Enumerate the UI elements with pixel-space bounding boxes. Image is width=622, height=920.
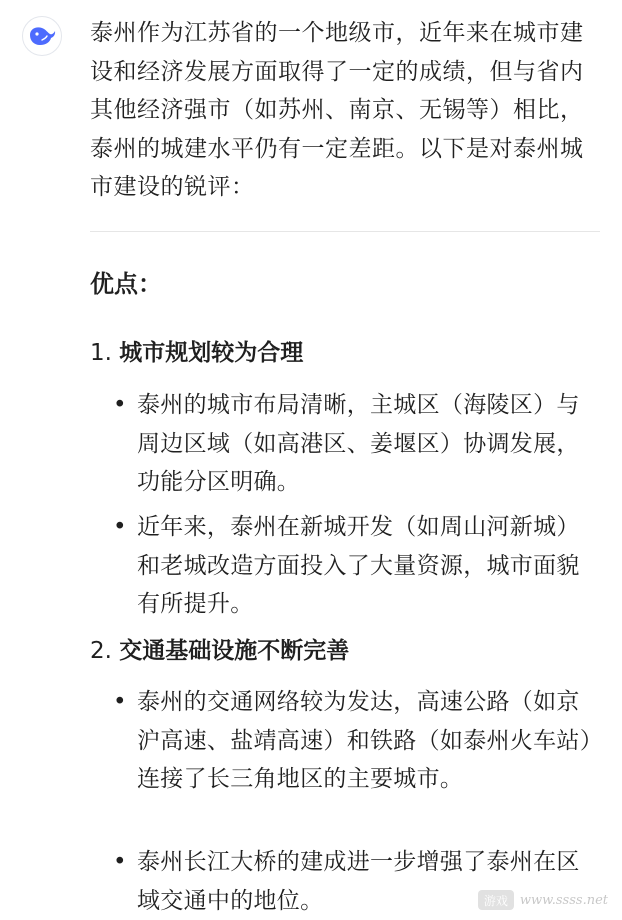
item-number: 1. bbox=[90, 340, 112, 366]
numbered-item-heading bbox=[90, 335, 303, 371]
bullet-text: 泰州的城市布局清晰，主城区（海陵区）与周边区域（如高港区、姜堰区）协调发展，功能分区明确。 bbox=[137, 392, 580, 495]
watermark-text: www.ssss.net bbox=[519, 892, 608, 908]
divider bbox=[90, 231, 600, 232]
item-number: 2. bbox=[90, 638, 112, 664]
watermark bbox=[478, 890, 608, 910]
list-item bbox=[113, 683, 593, 799]
bullet-icon: • bbox=[113, 689, 127, 715]
numbered-item-heading bbox=[90, 633, 349, 669]
bullet-text: 近年来，泰州在新城开发（如周山河新城）和老城改造方面投入了大量资源，城市面貌有所提升。 bbox=[137, 514, 580, 617]
bullet-text: 泰州长江大桥的建成进一步增强了泰州在区域交通中的地位。 bbox=[137, 849, 580, 914]
bullet-icon: • bbox=[113, 392, 127, 418]
section-title: 优点： bbox=[90, 270, 162, 298]
bullet-icon: • bbox=[113, 514, 127, 540]
bullet-icon: • bbox=[113, 849, 127, 875]
list-item bbox=[113, 386, 593, 502]
item-title: 交通基础设施不断完善 bbox=[119, 638, 350, 664]
bullet-text: 泰州的交通网络较为发达，高速公路（如京沪高速、盐靖高速）和铁路（如泰州火车站）连接了长三角地区的主要城市。 bbox=[137, 689, 592, 792]
avatar bbox=[22, 16, 62, 56]
item-title: 城市规划较为合理 bbox=[119, 340, 304, 366]
watermark-badge: 游戏 bbox=[478, 890, 514, 910]
intro-paragraph: 泰州作为江苏省的一个地级市，近年来在城市建设和经济发展方面取得了一定的成绩，但与省内其他经济强市（如苏州、南京、无锡等）相比，泰州的城建水平仍有一定差距。以下是对泰州城市建设的锐评： bbox=[90, 20, 584, 200]
whale-logo-icon bbox=[28, 25, 56, 47]
list-item bbox=[113, 508, 593, 624]
